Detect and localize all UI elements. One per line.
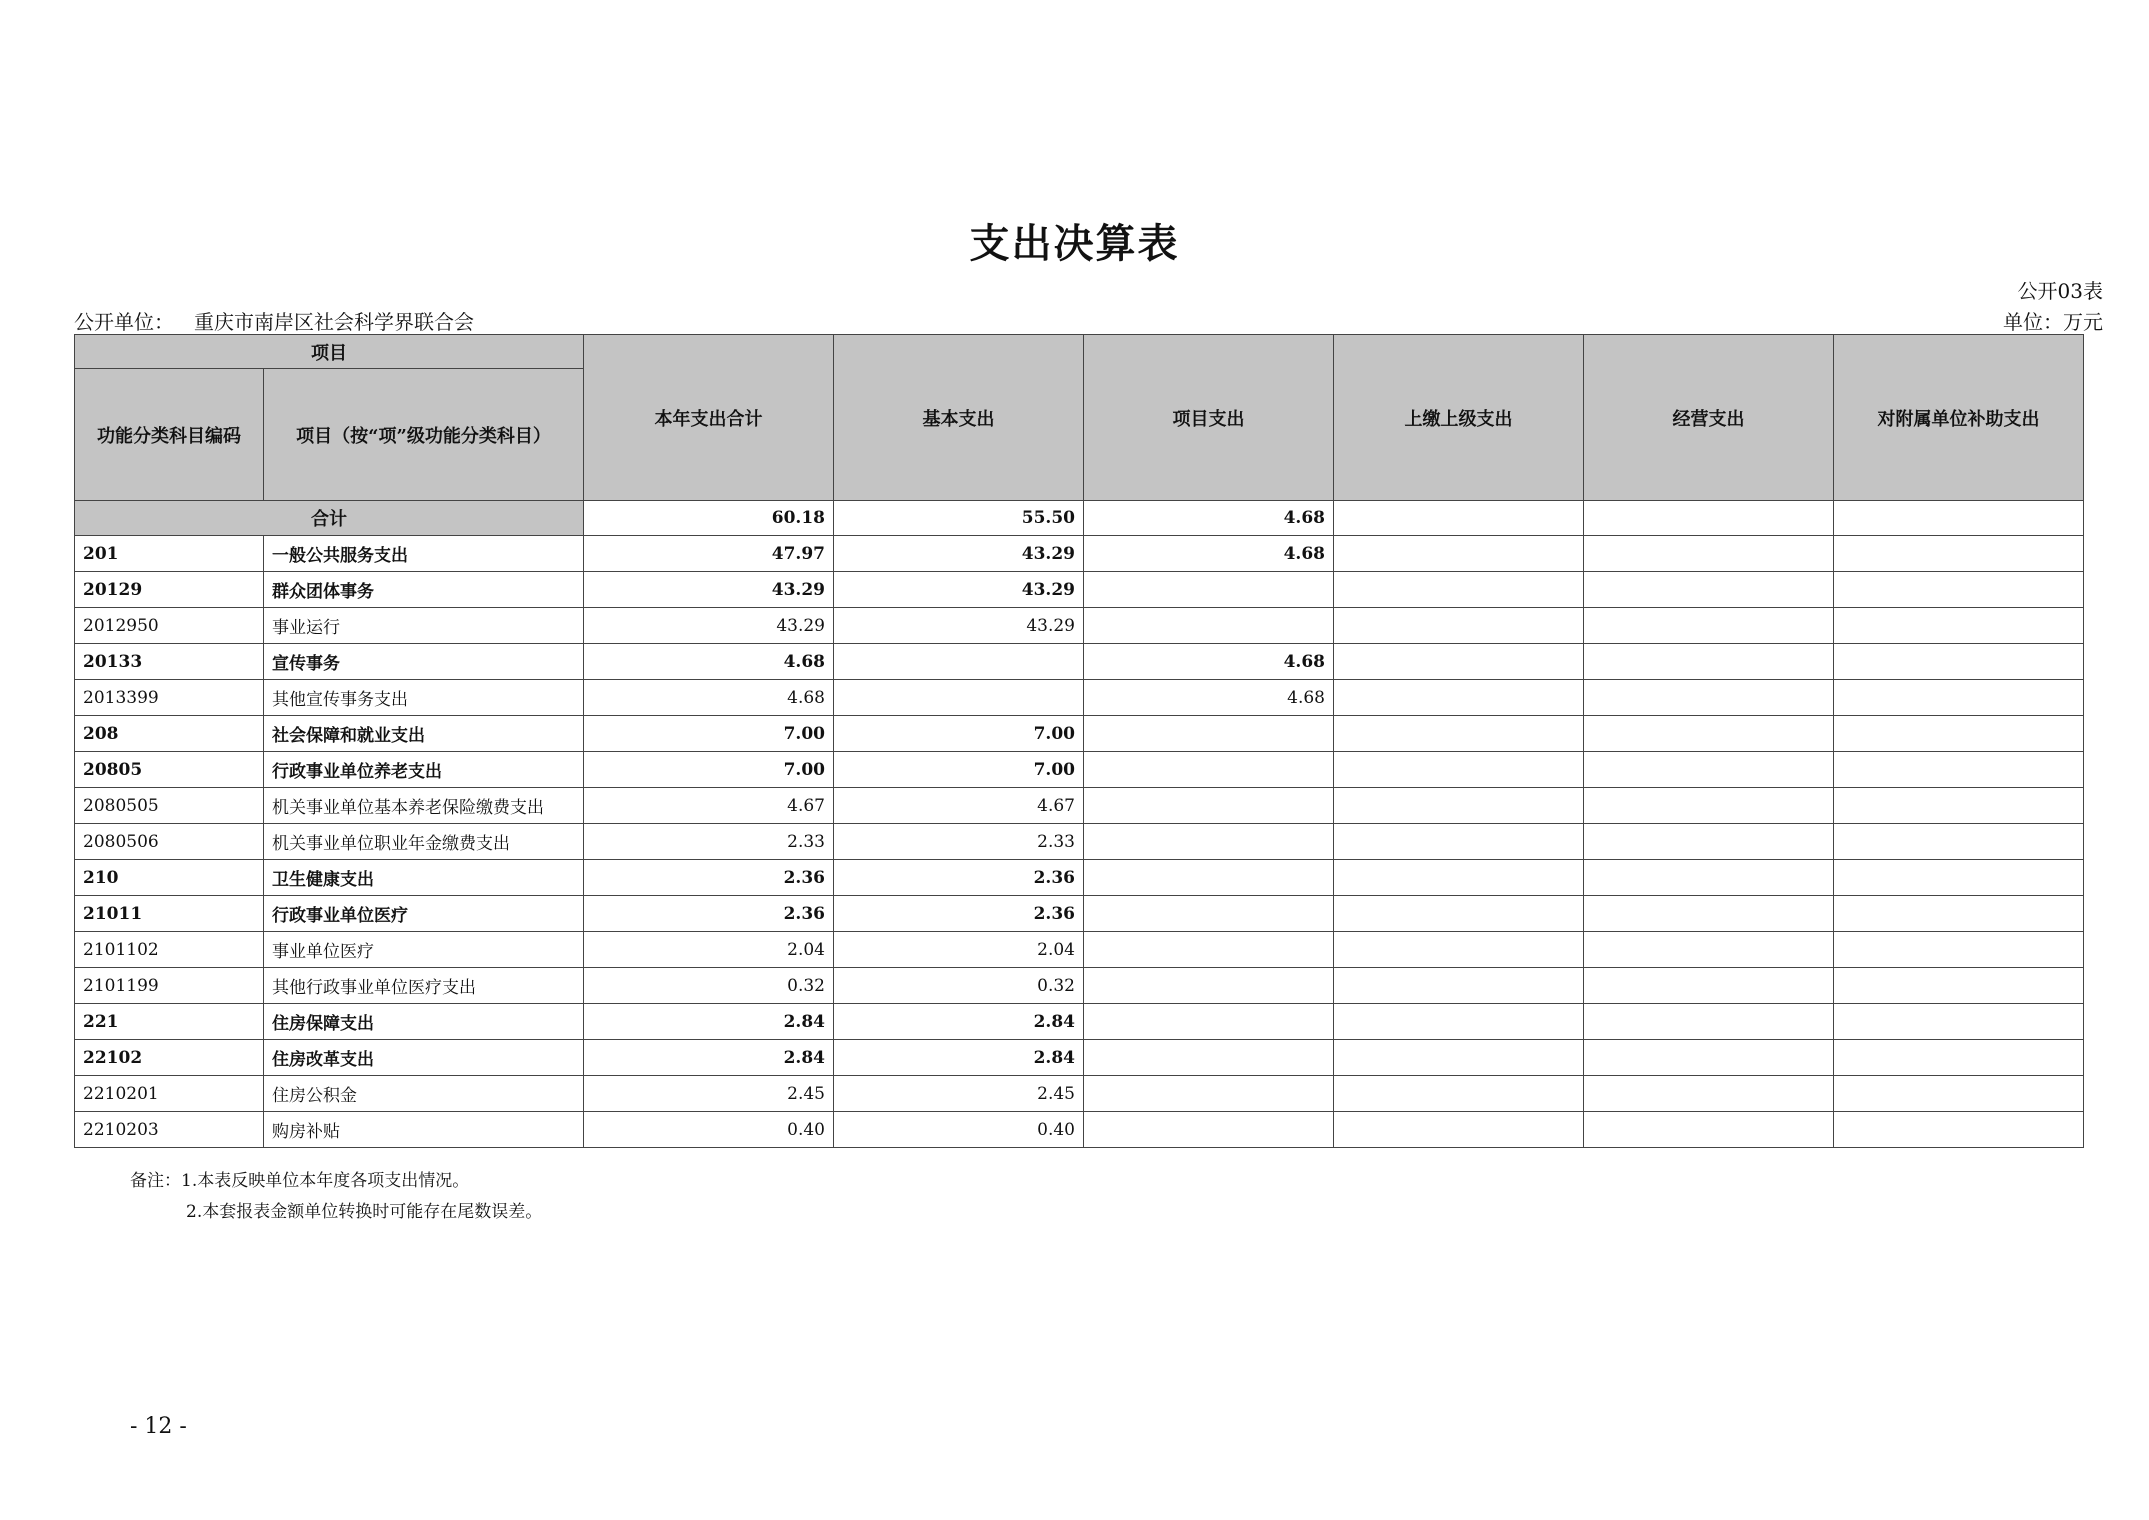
header-total: 本年支出合计 [584, 335, 834, 501]
cell-code: 210 [75, 860, 264, 896]
cell-upper [1334, 788, 1584, 824]
total-cell-total: 60.18 [584, 501, 834, 536]
cell-total: 2.33 [584, 824, 834, 860]
unit-row [74, 306, 2103, 334]
header-operating: 经营支出 [1584, 335, 1834, 501]
cell-project: 4.68 [1084, 536, 1334, 572]
table-row [75, 932, 2084, 968]
cell-name: 宣传事务 [264, 644, 584, 680]
cell-upper [1334, 1004, 1584, 1040]
cell-project [1084, 608, 1334, 644]
table-row [75, 716, 2084, 752]
cell-code: 20805 [75, 752, 264, 788]
cell-name: 住房改革支出 [264, 1040, 584, 1076]
table-row [75, 1040, 2084, 1076]
header-project: 项目支出 [1084, 335, 1334, 501]
cell-total: 4.68 [584, 644, 834, 680]
cell-code: 2013399 [75, 680, 264, 716]
cell-basic: 2.33 [834, 824, 1084, 860]
cell-project [1084, 572, 1334, 608]
cell-project [1084, 788, 1334, 824]
cell-project [1084, 1076, 1334, 1112]
cell-operating [1584, 788, 1834, 824]
cell-name: 行政事业单位养老支出 [264, 752, 584, 788]
cell-upper [1334, 932, 1584, 968]
cell-code: 2210201 [75, 1076, 264, 1112]
cell-operating [1584, 608, 1834, 644]
table-code: 公开03表 [2017, 279, 2103, 303]
cell-project [1084, 896, 1334, 932]
cell-code: 22102 [75, 1040, 264, 1076]
cell-operating [1584, 860, 1834, 896]
table-row [75, 572, 2084, 608]
cell-subsidy [1834, 1004, 2084, 1040]
cell-upper [1334, 644, 1584, 680]
cell-code: 208 [75, 716, 264, 752]
total-cell-upper [1334, 501, 1584, 536]
cell-code: 21011 [75, 896, 264, 932]
table-row [75, 536, 2084, 572]
total-cell-basic: 55.50 [834, 501, 1084, 536]
cell-basic: 43.29 [834, 572, 1084, 608]
cell-name: 行政事业单位医疗 [264, 896, 584, 932]
cell-operating [1584, 1112, 1834, 1148]
notes [130, 1166, 542, 1228]
header-upper: 上缴上级支出 [1334, 335, 1584, 501]
cell-subsidy [1834, 752, 2084, 788]
cell-upper [1334, 572, 1584, 608]
table-row [75, 680, 2084, 716]
cell-project: 4.68 [1084, 680, 1334, 716]
table-row [75, 1004, 2084, 1040]
cell-name: 购房补贴 [264, 1112, 584, 1148]
cell-operating [1584, 680, 1834, 716]
cell-subsidy [1834, 1076, 2084, 1112]
cell-basic: 4.67 [834, 788, 1084, 824]
cell-total: 2.04 [584, 932, 834, 968]
cell-upper [1334, 896, 1584, 932]
cell-code: 2080505 [75, 788, 264, 824]
cell-total: 4.67 [584, 788, 834, 824]
header-subsidy: 对附属单位补助支出 [1834, 335, 2084, 501]
table-row [75, 824, 2084, 860]
cell-code: 2012950 [75, 608, 264, 644]
cell-upper [1334, 1076, 1584, 1112]
cell-basic: 2.04 [834, 932, 1084, 968]
cell-total: 2.84 [584, 1004, 834, 1040]
cell-subsidy [1834, 932, 2084, 968]
header-row-group [75, 335, 2084, 369]
cell-code: 201 [75, 536, 264, 572]
cell-upper [1334, 1040, 1584, 1076]
table-row [75, 752, 2084, 788]
cell-basic: 0.32 [834, 968, 1084, 1004]
cell-project [1084, 1004, 1334, 1040]
total-cell-project: 4.68 [1084, 501, 1334, 536]
cell-code: 20133 [75, 644, 264, 680]
page-title: 支出决算表 [969, 220, 1180, 267]
cell-basic: 2.84 [834, 1004, 1084, 1040]
cell-total: 0.40 [584, 1112, 834, 1148]
cell-total: 2.45 [584, 1076, 834, 1112]
cell-upper [1334, 1112, 1584, 1148]
cell-name: 其他行政事业单位医疗支出 [264, 968, 584, 1004]
total-cell-subsidy [1834, 501, 2084, 536]
cell-code: 221 [75, 1004, 264, 1040]
note-2: 2.本套报表金额单位转换时可能存在尾数误差。 [186, 1202, 543, 1222]
cell-total: 7.00 [584, 716, 834, 752]
cell-code: 2101199 [75, 968, 264, 1004]
cell-name: 事业单位医疗 [264, 932, 584, 968]
cell-subsidy [1834, 968, 2084, 1004]
total-label: 合计 [75, 501, 584, 536]
cell-total: 47.97 [584, 536, 834, 572]
cell-total: 7.00 [584, 752, 834, 788]
cell-basic [834, 680, 1084, 716]
cell-operating [1584, 1004, 1834, 1040]
cell-operating [1584, 752, 1834, 788]
cell-name: 机关事业单位职业年金缴费支出 [264, 824, 584, 860]
cell-name: 住房公积金 [264, 1076, 584, 1112]
cell-subsidy [1834, 824, 2084, 860]
cell-name: 其他宣传事务支出 [264, 680, 584, 716]
cell-project [1084, 752, 1334, 788]
cell-subsidy [1834, 572, 2084, 608]
cell-subsidy [1834, 536, 2084, 572]
cell-basic: 43.29 [834, 608, 1084, 644]
cell-name: 卫生健康支出 [264, 860, 584, 896]
cell-operating [1584, 824, 1834, 860]
cell-operating [1584, 1076, 1834, 1112]
total-cell-operating [1584, 501, 1834, 536]
note-1: 备注：1.本表反映单位本年度各项支出情况。 [130, 1171, 470, 1191]
total-row [75, 501, 2084, 536]
cell-total: 4.68 [584, 680, 834, 716]
header-basic: 基本支出 [834, 335, 1084, 501]
cell-subsidy [1834, 644, 2084, 680]
cell-upper [1334, 968, 1584, 1004]
cell-project [1084, 1112, 1334, 1148]
cell-operating [1584, 896, 1834, 932]
org-name: 重庆市南岸区社会科学界联合会 [194, 310, 474, 334]
cell-total: 43.29 [584, 572, 834, 608]
cell-total: 43.29 [584, 608, 834, 644]
cell-upper [1334, 716, 1584, 752]
cell-project [1084, 824, 1334, 860]
table-row [75, 788, 2084, 824]
cell-upper [1334, 860, 1584, 896]
cell-subsidy [1834, 860, 2084, 896]
table-row [75, 968, 2084, 1004]
cell-subsidy [1834, 1112, 2084, 1148]
cell-total: 2.84 [584, 1040, 834, 1076]
cell-name: 社会保障和就业支出 [264, 716, 584, 752]
cell-name: 一般公共服务支出 [264, 536, 584, 572]
cell-subsidy [1834, 680, 2084, 716]
org-label: 公开单位： [74, 310, 174, 334]
cell-name: 事业运行 [264, 608, 584, 644]
cell-basic: 2.36 [834, 860, 1084, 896]
table-row [75, 896, 2084, 932]
cell-upper [1334, 536, 1584, 572]
expenditure-table [74, 334, 2084, 1148]
cell-code: 2101102 [75, 932, 264, 968]
cell-operating [1584, 572, 1834, 608]
cell-basic: 7.00 [834, 752, 1084, 788]
cell-upper [1334, 824, 1584, 860]
cell-project [1084, 1040, 1334, 1076]
cell-basic: 2.36 [834, 896, 1084, 932]
table-row [75, 1112, 2084, 1148]
cell-basic: 7.00 [834, 716, 1084, 752]
table-row [75, 608, 2084, 644]
cell-project [1084, 860, 1334, 896]
header-name: 项目（按“项”级功能分类科目） [264, 369, 584, 501]
cell-code: 20129 [75, 572, 264, 608]
cell-operating [1584, 644, 1834, 680]
cell-operating [1584, 716, 1834, 752]
cell-basic [834, 644, 1084, 680]
cell-code: 2080506 [75, 824, 264, 860]
cell-project [1084, 968, 1334, 1004]
cell-basic: 2.45 [834, 1076, 1084, 1112]
table-row [75, 644, 2084, 680]
header-code: 功能分类科目编码 [75, 369, 264, 501]
table-body [75, 501, 2084, 1148]
cell-total: 0.32 [584, 968, 834, 1004]
table-row [75, 1076, 2084, 1112]
cell-project: 4.68 [1084, 644, 1334, 680]
table-row [75, 860, 2084, 896]
cell-upper [1334, 680, 1584, 716]
cell-subsidy [1834, 788, 2084, 824]
cell-subsidy [1834, 716, 2084, 752]
cell-basic: 43.29 [834, 536, 1084, 572]
header-project-group: 项目 [75, 335, 584, 369]
cell-operating [1584, 968, 1834, 1004]
cell-name: 住房保障支出 [264, 1004, 584, 1040]
cell-operating [1584, 536, 1834, 572]
cell-upper [1334, 608, 1584, 644]
cell-basic: 0.40 [834, 1112, 1084, 1148]
cell-basic: 2.84 [834, 1040, 1084, 1076]
cell-name: 群众团体事务 [264, 572, 584, 608]
cell-subsidy [1834, 608, 2084, 644]
page-number: - 12 - [130, 1414, 187, 1439]
cell-total: 2.36 [584, 896, 834, 932]
cell-project [1084, 716, 1334, 752]
cell-code: 2210203 [75, 1112, 264, 1148]
cell-upper [1334, 752, 1584, 788]
cell-name: 机关事业单位基本养老保险缴费支出 [264, 788, 584, 824]
cell-project [1084, 932, 1334, 968]
cell-subsidy [1834, 896, 2084, 932]
cell-operating [1584, 932, 1834, 968]
cell-total: 2.36 [584, 860, 834, 896]
cell-subsidy [1834, 1040, 2084, 1076]
unit-label: 单位：万元 [2003, 310, 2103, 334]
cell-operating [1584, 1040, 1834, 1076]
